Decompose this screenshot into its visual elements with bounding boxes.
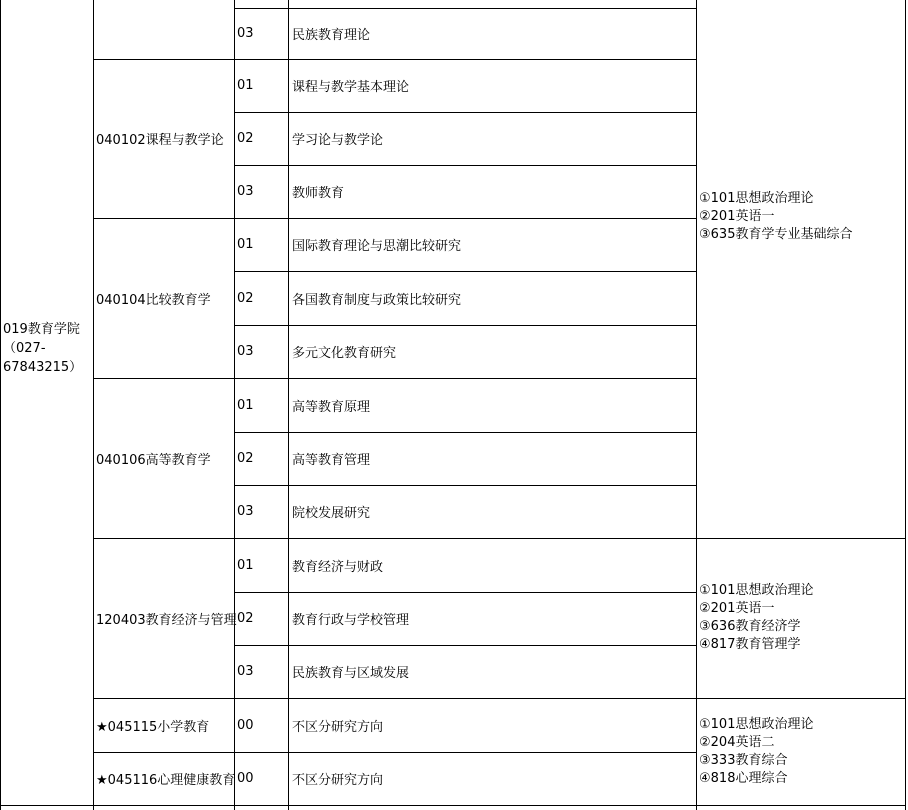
direction-name-cell: 课程与教学基本理论: [289, 59, 697, 112]
department-phone-line2: 67843215）: [3, 360, 83, 375]
major-cell: 040106高等教育学: [94, 378, 235, 538]
direction-name-cell: 国际教育理论与思潮比较研究: [289, 218, 697, 271]
direction-name-cell: 各国教育制度与政策比较研究: [289, 271, 697, 325]
exam-subject-line: ③635教育学专业基础综合: [699, 227, 853, 242]
direction-name-cell: 学习论与教学论: [289, 112, 697, 165]
direction-code-cell-partial: [235, 0, 289, 8]
department-phone-line1: （027-: [3, 341, 46, 356]
major-cell: 040104比较教育学: [94, 218, 235, 378]
major-cell: 040102课程与教学论: [94, 59, 235, 218]
direction-name-cell: 多元文化教育研究: [289, 325, 697, 378]
department-name: 019教育学院: [3, 322, 80, 337]
table-row: [1, 805, 906, 810]
direction-code-cell: 01: [235, 218, 289, 271]
exam-subject-line: ①101思想政治理论: [699, 716, 814, 732]
direction-code-cell: 03: [235, 485, 289, 538]
direction-code-cell: 02: [235, 432, 289, 485]
table-row: [1, 698, 906, 752]
major-cell: ★045116心理健康教育: [94, 752, 235, 805]
direction-code-cell: 03: [235, 645, 289, 698]
major-cell: ★045115小学教育: [94, 698, 235, 752]
exam-subject-line: ①101思想政治理论: [699, 191, 814, 206]
direction-code-cell-partial: [235, 805, 289, 810]
direction-code-cell: 03: [235, 325, 289, 378]
direction-name-cell-partial: [289, 805, 697, 810]
direction-name-cell: 不区分研究方向: [289, 752, 697, 805]
department-cell: [1, 0, 94, 805]
exam-subject-line: ①101思想政治理论: [699, 583, 814, 598]
direction-name-cell-partial: [289, 0, 697, 8]
direction-code-cell: 02: [235, 112, 289, 165]
exam-subjects-cell-partial: [697, 805, 906, 810]
exam-subject-line: ②201英语一: [699, 209, 775, 224]
major-cell-partial: [94, 805, 235, 810]
direction-code-cell: 02: [235, 592, 289, 645]
direction-code-cell: 01: [235, 378, 289, 432]
table-row: [1, 0, 906, 8]
direction-code-cell: 02: [235, 271, 289, 325]
direction-name-cell: 教师教育: [289, 165, 697, 218]
direction-code-cell: 03: [235, 165, 289, 218]
major-cell: 120403教育经济与管理: [94, 538, 235, 698]
department-cell-partial: [1, 805, 94, 810]
exam-subject-line: ②204英语二: [699, 734, 775, 750]
major-cell-partial: [94, 0, 235, 59]
direction-code-cell: 00: [235, 752, 289, 805]
exam-subject-line: ③333教育综合: [699, 752, 788, 768]
exam-subject-line: ④817教育管理学: [699, 637, 801, 652]
direction-name-cell: 高等教育原理: [289, 378, 697, 432]
direction-code-cell: 03: [235, 8, 289, 59]
exam-subjects-cell: [697, 0, 906, 538]
exam-subject-line: ④818心理综合: [699, 770, 788, 786]
direction-name-cell: 高等教育管理: [289, 432, 697, 485]
exam-subjects-cell: [697, 698, 906, 805]
direction-code-cell: 00: [235, 698, 289, 752]
exam-subject-line: ②201英语一: [699, 601, 775, 616]
direction-name-cell: 院校发展研究: [289, 485, 697, 538]
direction-code-cell: 01: [235, 538, 289, 592]
direction-name-cell: 不区分研究方向: [289, 698, 697, 752]
direction-name-cell: 教育行政与学校管理: [289, 592, 697, 645]
exam-subjects-cell: [697, 538, 906, 698]
table-row: [1, 538, 906, 592]
exam-subject-line: ③636教育经济学: [699, 619, 801, 634]
direction-name-cell: 民族教育与区域发展: [289, 645, 697, 698]
direction-name-cell: 教育经济与财政: [289, 538, 697, 592]
direction-name-cell: 民族教育理论: [289, 8, 697, 59]
direction-code-cell: 01: [235, 59, 289, 112]
